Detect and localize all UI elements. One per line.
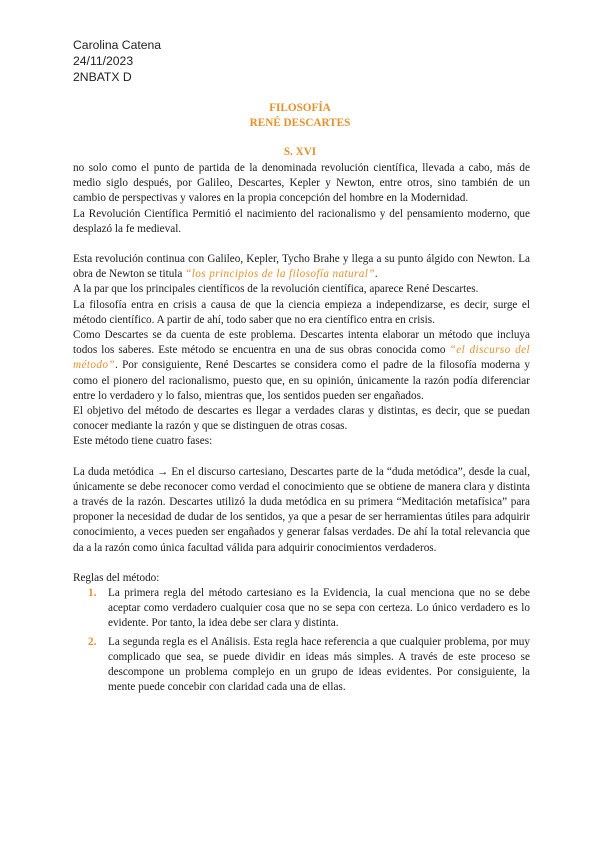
rule-text: La primera regla del método cartesiano es la Evidencia, la cual menciona que no se debe aceptar como verdadero cualquier cosa que no se sepa con certeza. Lo único verdadero es lo evidente. Por tanto, la idea debe ser clara y distinta. — [108, 587, 530, 630]
paragraph-8: Este método tiene cuatro fases: — [73, 435, 213, 448]
rule-number: 2. — [88, 635, 97, 648]
century-title: S. XVI — [283, 146, 317, 158]
rules-list — [73, 586, 530, 695]
rule-number: 1. — [88, 587, 97, 600]
paragraph-3-end: . — [374, 268, 378, 281]
paragraph-6 — [73, 328, 530, 404]
paragraph-3 — [73, 252, 530, 282]
discourse-work-title: “el discurso del método” — [73, 344, 530, 372]
paragraph-1: no solo como el punto de partida de la denominada revolución científica, llevada a cabo, más de medio siglo después, por Galileo, Descartes, Kepler y Newton, entre otros, sino también de un cambio de perspectivas y valores en la propia concepción del hombre en la Modernidad. — [73, 162, 530, 205]
document-body — [73, 161, 530, 696]
paragraph-5: La filosofía entra en crisis a causa de que la ciencia empieza a independizarse, es decir, surge el método científico. A partir de ahí, todo saber que no era científico entra en crisis. — [73, 298, 530, 326]
subject-title: FILOSOFÍA — [269, 102, 331, 114]
paragraph-2: La Revolución Científica Permitió el nacimiento del racionalismo y del pensamiento moderno, que desplazó la fe medieval. — [73, 207, 530, 235]
paragraph-6-text: Como Descartes se da cuenta de este problema. Descartes intenta elaborar un método que incluya todos los saberes. Este método se encuentra en una de sus obras conocida como — [73, 329, 530, 357]
author-name: Carolina Catena — [73, 38, 162, 52]
topic-title: RENÉ DESCARTES — [249, 117, 351, 129]
document-date: 24/11/2023 — [73, 54, 134, 68]
paragraph-7: El objetivo del método de descartes es llegar a verdades claras y distintas, es decir, que se puedan conocer mediante la razón y que se distinguen de otras cosas. — [73, 405, 530, 433]
paragraph-9: La duda metódica → En el discurso cartesiano, Descartes parte de la “duda metódica”, desde la cual, únicamente se debe reconocer como verdad el conocimiento que se obtiene de manera clara y distinta a través de la razón. Descartes utilizó la duda metódica en su primera “Meditación metafísica” para proponer la necesidad de dudar de los sentidos, ya que a pesar de ser herramientas útiles para adquirir conocimiento, a veces pueden ser engañados y generar falsas verdades. De ahí la total relevancia que da a la razón como única facultad válida para adquirir conocimientos verdaderos. — [73, 465, 530, 554]
list-item — [73, 586, 530, 632]
document-header — [73, 37, 161, 85]
rules-heading: Reglas del método: — [73, 571, 160, 584]
paragraph-4: A la par que los principales científicos de la revolución científica, aparece René Descartes. — [73, 283, 479, 296]
class-group: 2NBATX D — [73, 70, 132, 84]
rule-text: La segunda regla es el Análisis. Esta regla hace referencia a que cualquier problema, por muy complicado que sea, se puede dividir en ideas más simples. A través de este proceso se descompone un problema complejo en un grupo de ideas evidentes. Por consiguiente, la mente puede concebir con claridad cada una de ellas. — [108, 635, 530, 694]
list-item — [73, 635, 530, 696]
paragraph-6-end: . Por consiguiente, René Descartes se considera como el padre de la filosofía moderna y como el pionero del racionalismo, puesto que, en su opinión, únicamente la razón podía diferenciar entre lo verdadero y lo falso, mientras que, los sentidos pueden ser engañados. — [73, 359, 530, 402]
paragraph-3-text: Esta revolución continua con Galileo, Kepler, Tycho Brahe y llega a su punto álgido con Newton. La obra de Newton se titula — [73, 253, 530, 281]
newton-work-title: “los principios de la filosofía natural” — [185, 268, 375, 281]
